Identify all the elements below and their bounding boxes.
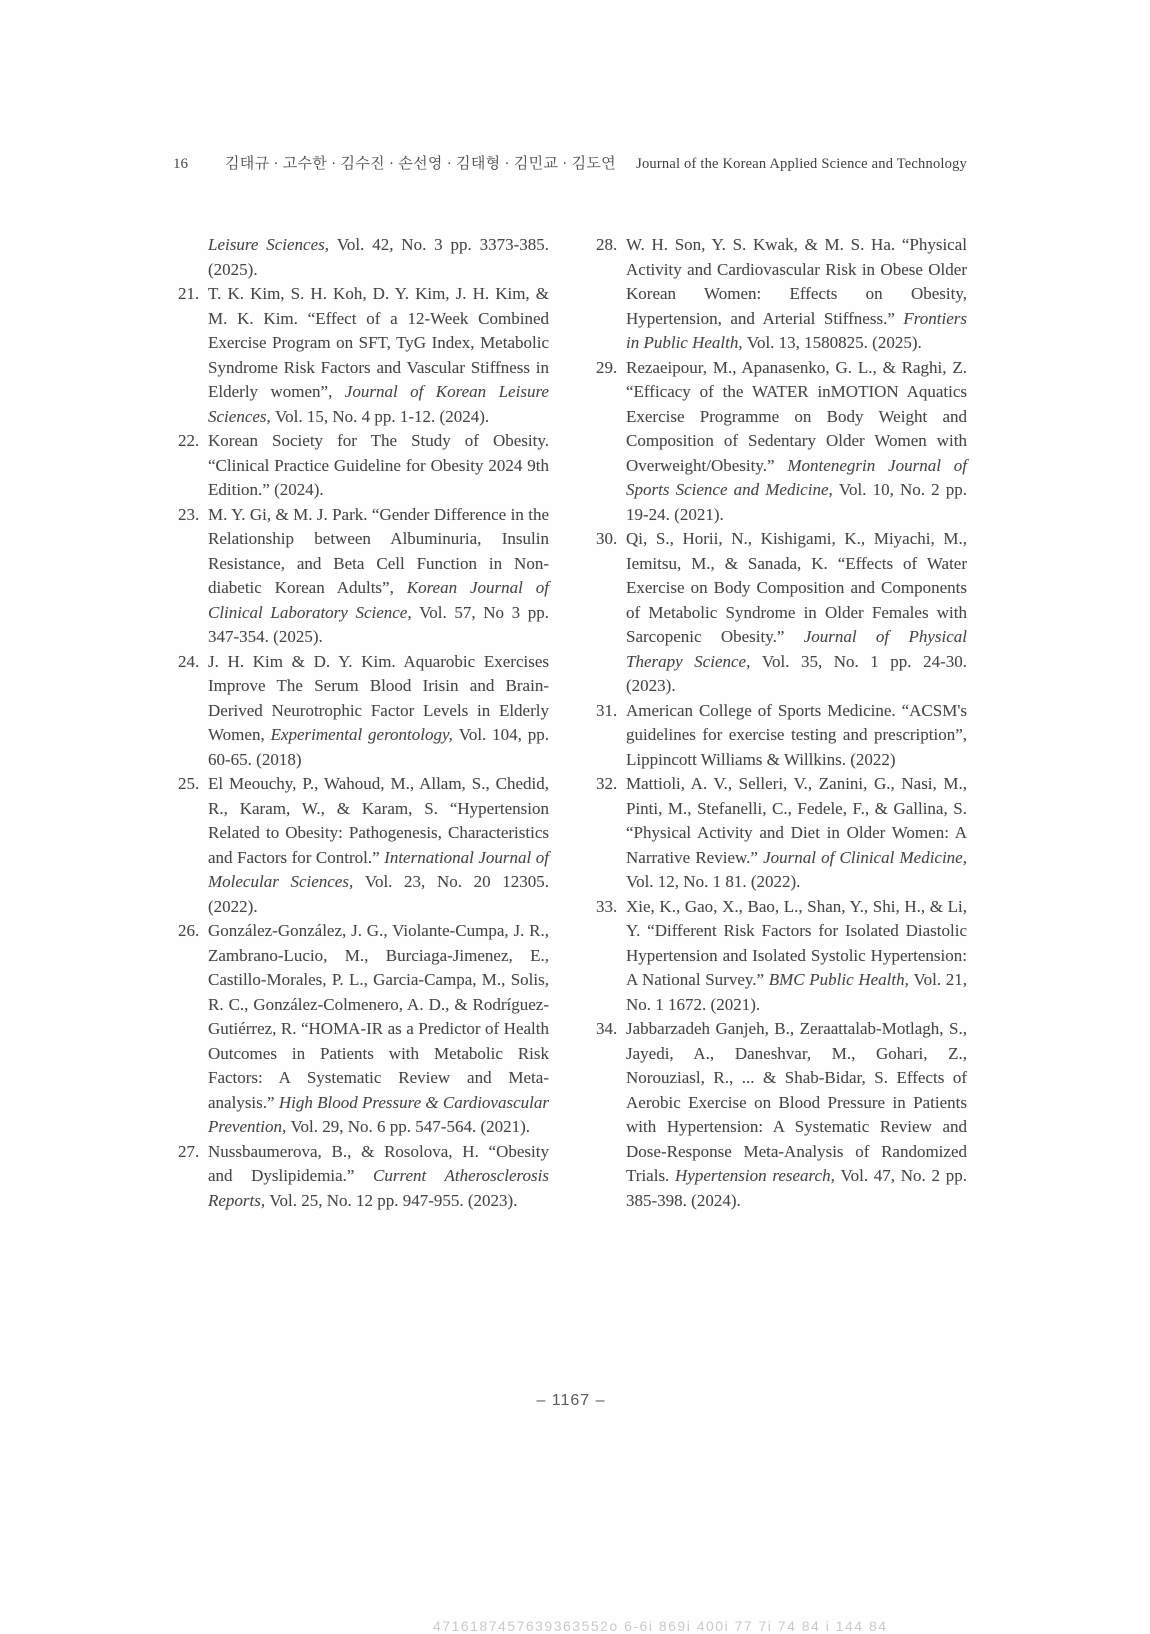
reference-number: 22. bbox=[178, 431, 200, 450]
reference-text: Mattioli, A. V., Selleri, V., Zanini, G., Nasi, M., Pinti, M., Stefanelli, C., Fedele, F., & Gallina, S. “Physical Activity and Diet in Older Women: A Narrative Review.” Journal of Clinical Medicine, Vol. 12, No. 1 81. (2022). bbox=[626, 774, 967, 891]
reference-text: González-González, J. G., Violante-Cumpa, J. R., Zambrano-Lucio, M., Burciaga-Jimenez, E., Castillo-Morales, P. L., Garcia-Campa, M., Solis, R. C., González-Colmenero, A. D., & Rodríguez-Gutiérrez, R. “HOMA-IR as a Predictor of Health Outcomes in Patients with Metabolic Risk Factors: A Systematic Review and Meta-analysis.” High Blood Pressure & Cardiovascular Prevention, Vol. 29, No. 6 pp. 547-564. (2021). bbox=[208, 921, 549, 1136]
reference-item bbox=[175, 650, 549, 773]
footer-page-number: – 1167 – bbox=[536, 1392, 606, 1409]
reference-text: Rezaeipour, M., Apanasenko, G. L., & Raghi, Z. “Efficacy of the WATER inMOTION Aquatics Exercise Programme on Body Weight and Composition of Sedentary Older Women with Overweight/Obesity.” Montenegrin Journal of Sports Science and Medicine, Vol. 10, No. 2 pp. 19-24. (2021). bbox=[626, 357, 967, 524]
reference-text: T. K. Kim, S. H. Koh, D. Y. Kim, J. H. Kim, & M. K. Kim. “Effect of a 12-Week Combined Exercise Program on SFT, TyG Index, Metabolic Syndrome Risk Factors and Vascular Stiffness in Elderly women”, Journal of Korean Leisure Sciences, Vol. 15, No. 4 pp. 1-12. (2024). bbox=[208, 284, 549, 426]
reference-number: 34. bbox=[596, 1019, 618, 1038]
reference-text: W. H. Son, Y. S. Kwak, & M. S. Ha. “Physical Activity and Cardiovascular Risk in Obese Older Korean Women: Effects on Obesity, Hypertension, and Arterial Stiffness.” Frontiers in Public Health, Vol. 13, 1580825. (2025). bbox=[626, 235, 967, 352]
reference-text: Leisure Sciences, Vol. 42, No. 3 pp. 3373-385. (2025). bbox=[208, 235, 550, 279]
reference-item bbox=[593, 356, 967, 528]
reference-item bbox=[593, 895, 967, 1018]
references-section bbox=[175, 233, 967, 1213]
reference-number: 29. bbox=[596, 357, 618, 377]
reference-item bbox=[175, 919, 549, 1140]
reference-item bbox=[593, 699, 967, 773]
references-column-left bbox=[175, 233, 549, 1213]
reference-item bbox=[593, 772, 967, 895]
reference-item bbox=[593, 527, 967, 699]
reference-item bbox=[175, 1140, 549, 1214]
reference-text: El Meouchy, P., Wahoud, M., Allam, S., Chedid, R., Karam, W., & Karam, S. “Hypertension Related to Obesity: Pathogenesis, Characteristics and Factors for Control.” International Journal of Molecular Sciences, Vol. 23, No. 20 12305. (2022). bbox=[208, 774, 549, 916]
reference-number: 26. bbox=[178, 921, 200, 940]
reference-number: 27. bbox=[178, 1141, 200, 1161]
bottom-partial-line: 4716187457639363552o 6-6i 869i 400i 77 7i 74 84 i 144 84 bbox=[433, 1618, 888, 1634]
reference-number: 24. bbox=[178, 651, 200, 671]
running-header bbox=[173, 152, 967, 173]
reference-number: 32. bbox=[596, 774, 618, 793]
reference-item bbox=[175, 282, 549, 429]
reference-item bbox=[593, 233, 967, 356]
header-authors: 김태규 · 고수한 · 김수진 · 손선영 · 김태형 · 김민교 · 김도연 bbox=[225, 156, 616, 172]
reference-item bbox=[175, 233, 549, 282]
reference-number: 21. bbox=[178, 284, 200, 303]
header-page-number: 16 bbox=[173, 156, 188, 172]
reference-number: 33. bbox=[596, 896, 618, 916]
reference-item bbox=[175, 429, 549, 503]
reference-item bbox=[175, 772, 549, 919]
reference-text: Korean Society for The Study of Obesity. “Clinical Practice Guideline for Obesity 2024 9th Edition.” (2024). bbox=[208, 431, 549, 499]
reference-text: Xie, K., Gao, X., Bao, L., Shan, Y., Shi, H., & Li, Y. “Different Risk Factors for Isolated Diastolic Hypertension and Isolated Systolic Hypertension: A National Survey.” BMC Public Health, Vol. 21, No. 1 1672. (2021). bbox=[626, 896, 967, 1014]
reference-text: J. H. Kim & D. Y. Kim. Aquarobic Exercises Improve The Serum Blood Irisin and Brain-Derived Neurotrophic Factor Levels in Elderly Women, Experimental gerontology, Vol. 104, pp. 60-65. (2018) bbox=[208, 651, 550, 769]
reference-number: 23. bbox=[178, 504, 200, 524]
reference-item bbox=[593, 1017, 967, 1213]
references-column-right bbox=[593, 233, 967, 1213]
reference-text: American College of Sports Medicine. “ACSM's guidelines for exercise testing and prescription”, Lippincott Williams & Willkins. (2022) bbox=[626, 700, 967, 769]
reference-item bbox=[175, 503, 549, 650]
reference-number: 30. bbox=[596, 529, 618, 548]
reference-number: 31. bbox=[596, 700, 618, 720]
reference-number: 25. bbox=[178, 774, 200, 793]
header-journal-title: Journal of the Korean Applied Science and Technology bbox=[636, 156, 967, 172]
reference-text: Jabbarzadeh Ganjeh, B., Zeraattalab-Motlagh, S., Jayedi, A., Daneshvar, M., Gohari, Z., Norouziasl, R., ... & Shab-Bidar, S. Effects of Aerobic Exercise on Blood Pressure in Patients with Hypertension: A Systematic Review and Dose-Response Meta-Analysis of Randomized Trials. Hypertension research, Vol. 47, No. 2 pp. 385-398. (2024). bbox=[626, 1019, 967, 1210]
reference-text: Qi, S., Horii, N., Kishigami, K., Miyachi, M., Iemitsu, M., & Sanada, K. “Effects of Water Exercise on Body Composition and Components of Metabolic Syndrome in Older Females with Sarcopenic Obesity.” Journal of Physical Therapy Science, Vol. 35, No. 1 pp. 24-30. (2023). bbox=[626, 529, 967, 695]
reference-text: M. Y. Gi, & M. J. Park. “Gender Difference in the Relationship between Albuminuria, Insulin Resistance, and Beta Cell Function in Non-diabetic Korean Adults”, Korean Journal of Clinical Laboratory Science, Vol. 57, No 3 pp. 347-354. (2025). bbox=[208, 504, 550, 646]
header-left bbox=[173, 152, 616, 173]
reference-number: 28. bbox=[596, 235, 618, 254]
reference-text: Nussbaumerova, B., & Rosolova, H. “Obesity and Dyslipidemia.” Current Atherosclerosis Reports, Vol. 25, No. 12 pp. 947-955. (2023). bbox=[208, 1141, 549, 1210]
